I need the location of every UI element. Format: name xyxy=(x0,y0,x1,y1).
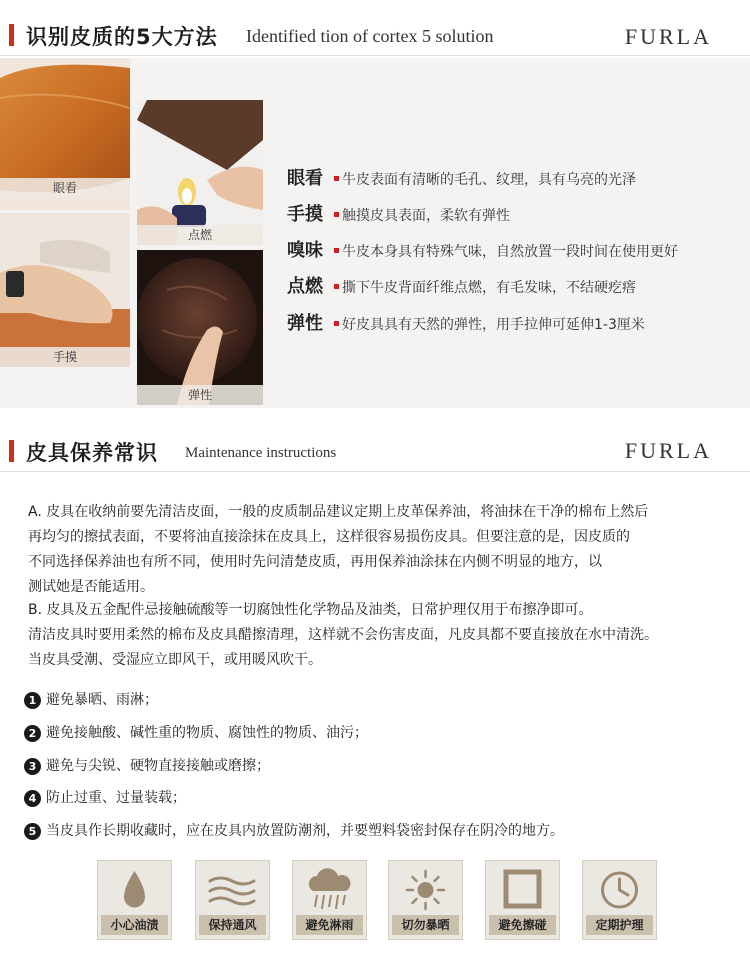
care-icon-oil xyxy=(97,860,172,940)
care-label: 保持通风 xyxy=(199,915,266,935)
photo-burn xyxy=(137,100,263,245)
paragraph-line: 当皮具受潮、受湿应立即风干，或用暖风吹干。 xyxy=(28,652,322,668)
method-text: 牛皮表面有清晰的毛孔、纹理，具有乌亮的光泽 xyxy=(342,172,636,188)
tip-text: 避免接触酸、碱性重的物质、腐蚀性的物质、油污； xyxy=(46,725,368,741)
paragraph-line: A. 皮具在收纳前要先清洁皮面，一般的皮质制品建议定期上皮革保养油，将油抹在干净的棉布上然后 xyxy=(28,504,649,520)
oil-drop-icon xyxy=(98,867,171,913)
section1-subtitle: Identified tion of cortex 5 solution xyxy=(246,26,494,46)
square-frame-icon xyxy=(486,867,559,913)
paragraph-line: 再均匀的擦拭表面，不要将油直接涂抹在皮具上，这样很容易损伤皮具。但要注意的是，因皮质的 xyxy=(28,529,630,545)
photo-elastic xyxy=(137,250,263,405)
number-badge: 3 xyxy=(24,758,41,775)
method-text: 牛皮本身具有特殊气味，自然放置一段时间在使用更好 xyxy=(342,244,678,260)
care-label: 切勿暴晒 xyxy=(392,915,459,935)
method-row xyxy=(287,309,645,335)
care-label: 避免淋雨 xyxy=(296,915,363,935)
care-icon-collision xyxy=(485,860,560,940)
bullet-square-icon xyxy=(334,248,339,253)
care-icon-rain xyxy=(292,860,367,940)
care-icon-ventilation xyxy=(195,860,270,940)
care-icon-sun xyxy=(388,860,463,940)
maintenance-paragraph-b xyxy=(28,598,738,673)
rain-cloud-icon xyxy=(293,867,366,913)
method-key: 点燃 xyxy=(287,276,323,297)
number-badge: 2 xyxy=(24,725,41,742)
sun-icon xyxy=(389,867,462,913)
method-text: 触摸皮具表面，柔软有弹性 xyxy=(342,208,510,224)
method-row xyxy=(287,164,636,190)
photo-caption: 弹性 xyxy=(137,385,263,405)
accent-bar xyxy=(9,24,14,46)
method-row xyxy=(287,236,678,262)
care-label: 避免擦碰 xyxy=(489,915,556,935)
paragraph-line: B. 皮具及五金配件忌接触硫酸等一切腐蚀性化学物品及油类，日常护理仅用于布擦净即可。 xyxy=(28,602,593,618)
maintenance-paragraph-a xyxy=(28,500,738,600)
section1-title: 识别皮质的5大方法 xyxy=(26,25,218,49)
identification-photo-panel xyxy=(0,58,750,408)
bullet-square-icon xyxy=(334,212,339,217)
care-label: 小心油渍 xyxy=(101,915,168,935)
brand-logo: FURLA xyxy=(624,438,712,463)
tip-item xyxy=(24,820,564,842)
paragraph-line: 不同选择保养油也有所不同，使用时先问清楚皮质，再用保养油涂抹在内侧不明显的地方，以 xyxy=(28,554,602,570)
section2-header xyxy=(0,428,750,468)
divider xyxy=(0,55,750,56)
method-row xyxy=(287,272,636,298)
section1-header xyxy=(0,16,750,56)
tip-text: 防止过重、过量装载； xyxy=(46,790,186,806)
bullet-square-icon xyxy=(334,284,339,289)
care-icon-clock xyxy=(582,860,657,940)
method-key: 弹性 xyxy=(287,313,323,334)
accent-bar xyxy=(9,440,14,462)
photo-caption: 眼看 xyxy=(0,178,130,198)
photo-touch xyxy=(0,213,130,367)
photo-caption: 点燃 xyxy=(137,225,263,245)
method-text: 好皮具具有天然的弹性，用手拉伸可延伸1-3厘米 xyxy=(342,317,645,333)
tip-text: 避免与尖锐、硬物直接接触或磨擦； xyxy=(46,758,270,774)
photo-look xyxy=(0,58,130,210)
tip-text: 避免暴晒、雨淋； xyxy=(46,692,158,708)
section2-title: 皮具保养常识 xyxy=(26,441,158,465)
number-badge: 5 xyxy=(24,823,41,840)
bullet-square-icon xyxy=(334,176,339,181)
method-text: 撕下牛皮背面纤维点燃，有毛发味，不结硬疙瘩 xyxy=(342,280,636,296)
tip-item xyxy=(24,787,186,809)
method-row xyxy=(287,200,510,226)
tip-text: 当皮具作长期收藏时，应在皮具内放置防潮剂，并要塑料袋密封保存在阴冷的地方。 xyxy=(46,823,564,839)
method-key: 手摸 xyxy=(287,204,323,225)
section2-subtitle: Maintenance instructions xyxy=(185,445,337,461)
divider xyxy=(0,471,750,472)
tip-item xyxy=(24,689,158,711)
method-key: 眼看 xyxy=(287,168,323,189)
paragraph-line: 清洁皮具时要用柔然的棉布及皮具醋擦清理，这样就不会伤害皮面，凡皮具都不要直接放在水中清洗。 xyxy=(28,627,658,643)
care-label: 定期护理 xyxy=(586,915,653,935)
brand-logo: FURLA xyxy=(624,24,712,49)
clock-icon xyxy=(583,867,656,913)
ventilation-waves-icon xyxy=(196,867,269,913)
tip-item xyxy=(24,722,368,744)
photo-caption: 手摸 xyxy=(0,347,130,367)
paragraph-line: 测试她是否能适用。 xyxy=(28,579,154,595)
tip-item xyxy=(24,755,270,777)
number-badge: 4 xyxy=(24,790,41,807)
bullet-square-icon xyxy=(334,321,339,326)
method-key: 嗅味 xyxy=(287,240,323,261)
number-badge: 1 xyxy=(24,692,41,709)
